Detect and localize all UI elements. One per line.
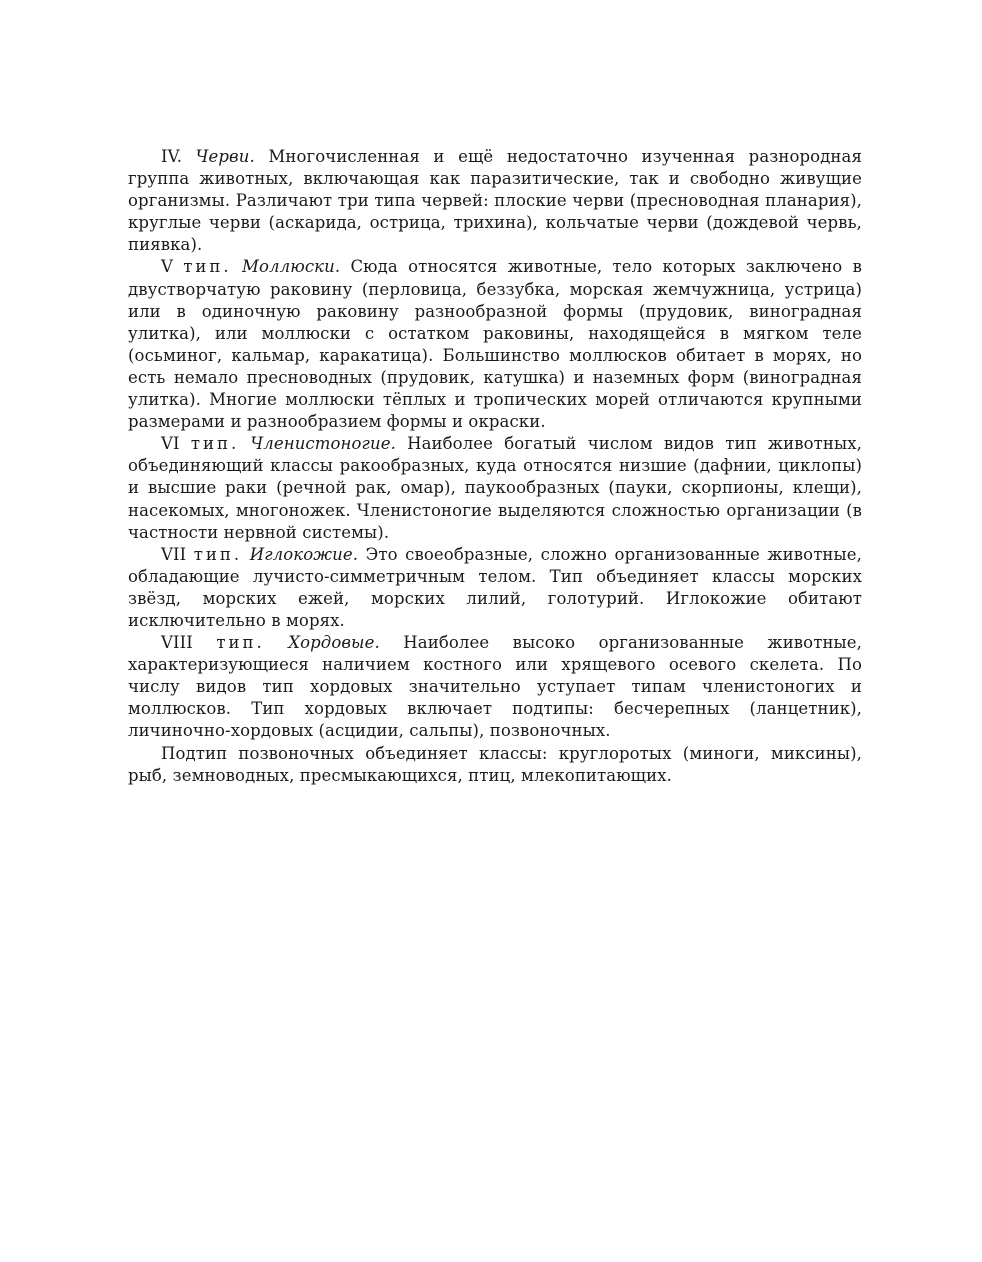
paragraph-worms	[128, 146, 862, 256]
paragraph-echinoderms	[128, 544, 862, 632]
taxon-name: Иглокожие.	[249, 544, 359, 564]
paragraph-chordates	[128, 632, 862, 742]
paragraph-arthropods	[128, 433, 862, 543]
paragraph-vertebrates	[128, 743, 862, 787]
paragraph-text: Наиболее высоко организованные животные, характеризующиеся наличием костного или хрящевого осевого скелета. По числу видов тип хордовых значительно уступает типам членистоногих и моллюсков. Тип хордовых включает подтипы: бесчерепных (ланцетник), личиночно-хордовых (асцидии, сальпы), позвоночных.	[128, 633, 862, 741]
taxon-name: Хордовые.	[288, 633, 380, 653]
taxon-name: Черви.	[195, 147, 255, 166]
type-number: VIII	[161, 633, 217, 653]
type-number: IV.	[161, 147, 196, 166]
paragraph-text: Сюда относятся животные, тело которых заключено в двустворчатую раковину (перловица, беззубка, морская жемчужница, устрица) или в одиночную раковину разнообразной формы (прудовик, виноградная улитка), или моллюски с остатком раковины, находящейся в мягком теле (осьминог, кальмар, каракатица). Большинство моллюсков обитает в морях, но есть немало пресноводных (прудовик, катушка) и наземных форм (виноградная улитка). Многие моллюски тёплых и тропических морей отличаются крупными размерами и разнообразием формы и окраски.	[128, 257, 862, 432]
paragraph-text: Многочисленная и ещё недостаточно изученная разнородная группа животных, включающая как паразитические, так и свободно живущие организмы. Различают три типа червей: плоские черви (пресноводная планария), круглые черви (аскарида, острица, трихина), кольчатые черви (дождевой червь, пиявка).	[128, 147, 862, 255]
type-label: тип.	[193, 544, 243, 564]
type-number: VI	[161, 434, 191, 454]
type-label: тип.	[190, 434, 240, 454]
taxon-name: Моллюски.	[241, 257, 341, 277]
type-number: VII	[161, 544, 194, 564]
body-text	[128, 146, 862, 787]
type-label: тип.	[183, 257, 232, 277]
taxon-name: Членистоногие.	[250, 434, 396, 454]
paragraph-text: Наиболее богатый числом видов тип животных, объединяющий классы ракообразных, куда относятся низшие (дафнии, циклопы) и высшие раки (речной рак, омар), паукообразных (пауки, скорпионы, клещи), насекомых, многоножек. Членистоногие выделяются сложностью организации (в частности нервной системы).	[128, 434, 862, 542]
paragraph-molluscs	[128, 256, 862, 433]
type-label: тип.	[216, 633, 265, 653]
paragraph-text: Подтип позвоночных объединяет классы: круглоротых (миноги, миксины), рыб, земноводных, пресмыкающихся, птиц, млекопитающих.	[128, 743, 862, 785]
paragraph-text: Это своеобразные, сложно организованные животные, обладающие лучисто-симметричным телом. Тип объединяет классы морских звёзд, морских ежей, морских лилий, голотурий. Иглокожие обитают исключительно в морях.	[128, 544, 862, 630]
type-number: V	[161, 257, 184, 277]
